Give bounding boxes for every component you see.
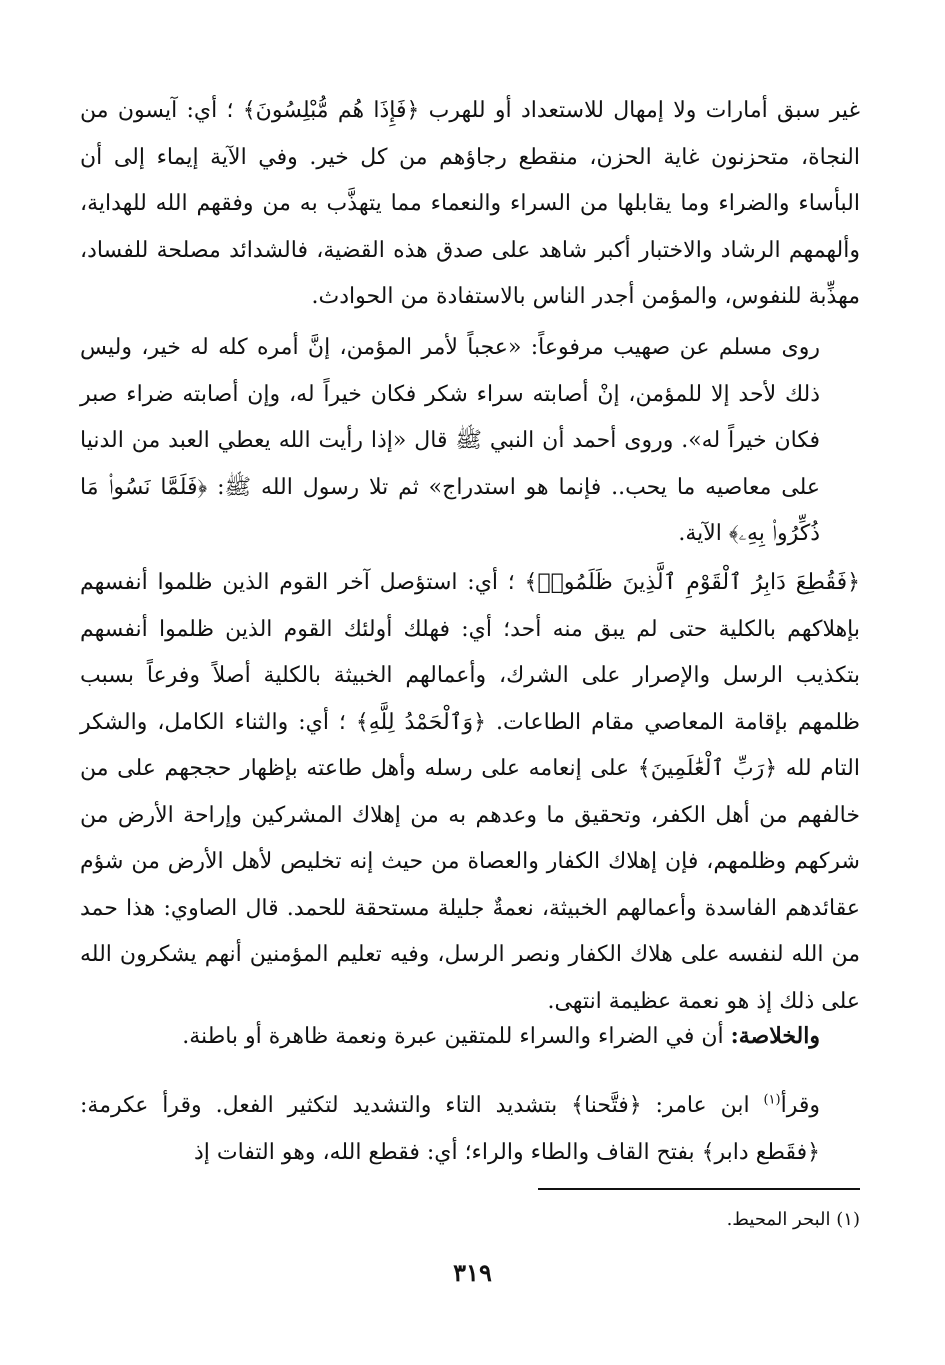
- paragraph-5: [80, 1083, 860, 1176]
- footnote: [80, 1203, 860, 1237]
- paragraph-1: [80, 88, 860, 321]
- readings-paragraph: [80, 1083, 860, 1176]
- paragraph-1-text: غير سبق أمارات ولا إمهال للاستعداد أو للهرب ﴿فَإِذَا هُم مُّبْلِسُونَ﴾ ؛ أي: آيسون من النجاة، متحزنون غاية الحزن، منقطع رجاؤهم من كل خير. وفي الآية إيماء إلى أن البأساء والضراء وما يقابلها من السراء والنعماء مما يتهذَّب به من وفقهم الله للهداية، وألهمهم الرشاد والاختبار أكبر شاهد على صدق هذه القضية، فالشدائد مصلحة للفساد، مهذِّبة للنفوس، والمؤمن أجدر الناس بالاستفادة من الحوادث.: [80, 98, 860, 309]
- paragraph-2-text: روى مسلم عن صهيب مرفوعاً: «عجباً لأمر المؤمن، إنَّ أمره كله له خير، وليس ذلك لأحد إلا للمؤمن، إنْ أصابته سراء شكر فكان خيراً له، وإن أصابته ضراء صبر فكان خيراً له». وروى أحمد أن النبي ﷺ قال «إذا رأيت الله يعطي العبد من الدنيا على معاصيه ما يحب.. فإنما هو استدراج» ثم تلا رسول الله ﷺ: ﴿فَلَمَّا نَسُوا۟ مَا ذُكِّرُوا۟ بِهِۦ﴾ الآية.: [80, 335, 820, 546]
- paragraph-3-text: ﴿فَقُطِعَ دَابِرُ ٱلْقَوْمِ ٱلَّذِينَ ظَلَمُوا۟﴾ ؛ أي: استؤصل آخر القوم الذين ظلموا أنفسهم بإهلاكهم بالكلية حتى لم يبق منه أحد؛ أي: فهلك أولئك القوم الذين ظلموا أنفسهم بتكذيب الرسل والإصرار على الشرك، وأعمالهم الخبيثة بالكلية أصلاً وفرعاً بسبب ظلمهم بإقامة المعاصي مقام الطاعات. ﴿وَٱلْحَمْدُ لِلَّهِ﴾ ؛ أي: والثناء الكامل، والشكر التام لله ﴿رَبِّ ٱلْعَٰلَمِينَ﴾ على إنعامه على رسله وأهل طاعته بإظهار حججهم على من خالفهم من أهل الكفر، وتحقيق ما وعدهم به من إهلاك المشركين وإراحة الأرض من شركهم وظلمهم، فإن إهلاك الكفار والعصاة من حيث إنه تخليص لأهل الأرض من شؤم عقائدهم الفاسدة وأعمالهم الخبيثة، نعمةٌ جليلة مستحقة للحمد. قال الصاوي: هذا حمد من الله لنفسه على هلاك الكفار ونصر الرسل، وفيه تعليم المؤمنين أنهم يشكرون الله على ذلك إذ هو نعمة عظيمة انتهى.: [80, 570, 860, 1014]
- summary-text: أن في الضراء والسراء للمتقين عبرة ونعمة ظاهرة أو باطنة.: [182, 1024, 731, 1049]
- paragraph-2: [80, 325, 860, 558]
- footnote-text: البحر المحيط.: [726, 1209, 831, 1230]
- paragraph-3: [80, 560, 860, 1025]
- summary-label: والخلاصة:: [730, 1023, 820, 1049]
- paragraph-4: [80, 1013, 860, 1061]
- footnote-marker: (١): [836, 1209, 860, 1230]
- summary-paragraph: [80, 1013, 860, 1061]
- readings-text-rest: ابن عامر: ﴿فتَّحنا﴾ بتشديد التاء والتشديد لتكثير الفعل. وقرأ عكرمة: ﴿فقَطع دابر﴾ بفتح القاف والطاء والراء؛ أي: فقطع الله، وهو التفات إذ: [80, 1093, 820, 1165]
- readings-text-start: وقرأ: [780, 1093, 820, 1118]
- footnote-reference: (١): [763, 1092, 781, 1108]
- footnote-divider: [538, 1188, 860, 1190]
- page-number: ٣١٩: [453, 1258, 492, 1287]
